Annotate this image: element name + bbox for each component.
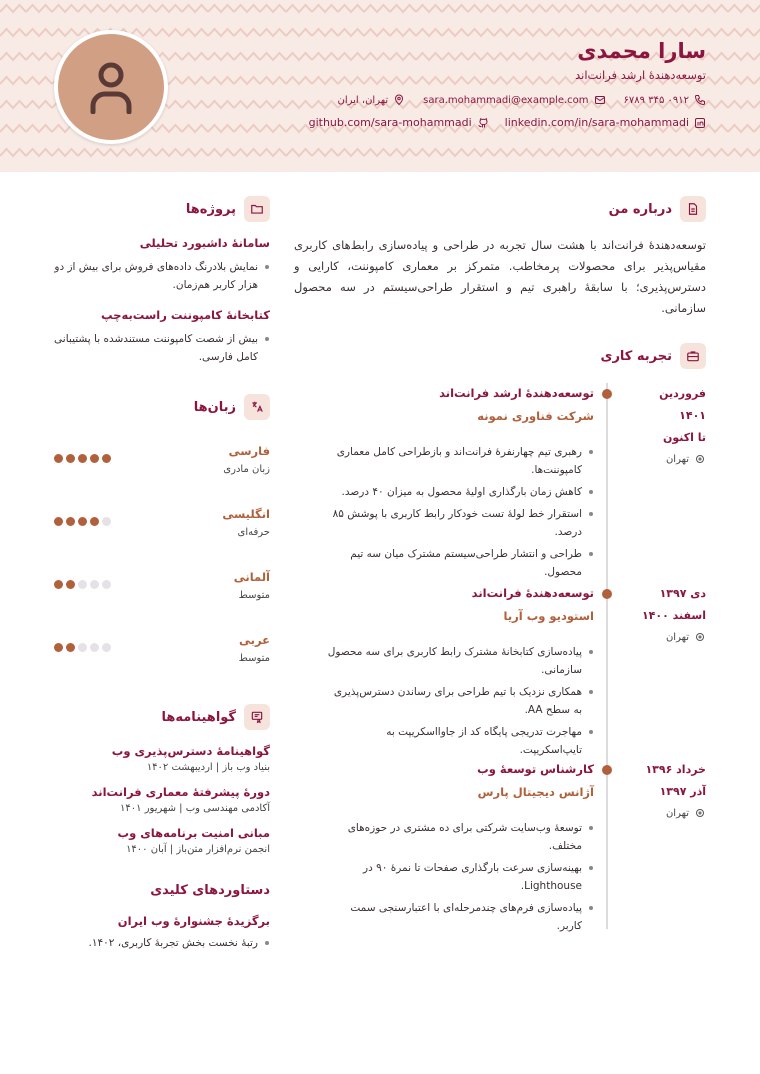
phone-icon — [694, 94, 706, 106]
rating-dot — [78, 454, 87, 463]
contact-phone[interactable] — [624, 94, 706, 106]
experience-section-head — [294, 343, 706, 369]
experience-dates — [630, 383, 706, 583]
about-section-head — [294, 196, 706, 222]
mail-icon — [594, 94, 606, 106]
language-rating — [54, 580, 111, 589]
linkedin-icon — [694, 117, 706, 129]
timeline-dot — [602, 589, 612, 599]
experience-company: آژانس دیجیتال پارس — [477, 785, 594, 799]
rating-dot — [54, 580, 63, 589]
experience-location-text: تهران — [665, 807, 689, 819]
certificate-title: مبانی امنیت برنامه‌های وب — [117, 826, 270, 840]
email-text: sara.mohammadi@example.com — [423, 94, 589, 106]
experience-end: تا اکنون — [662, 431, 706, 444]
person-name: سارا محمدی — [577, 39, 706, 63]
experience-location-text: تهران — [665, 453, 689, 465]
experience-start: دی ۱۳۹۷ — [659, 587, 706, 600]
experience-bullet: رهبری تیم چهارنفرهٔ فرانت‌اند و بازطراحی کامل معماری کامپوننت‌ها. — [324, 443, 594, 479]
rating-dot — [54, 517, 63, 526]
experience-bullet: پیاده‌سازی کتابخانهٔ مشترک رابط کاربری برای سه محصول سازمانی. — [324, 643, 594, 679]
certificate-item — [54, 824, 270, 855]
experience-entry — [294, 583, 706, 759]
language-level: زبان مادری — [223, 464, 270, 475]
experience-bullets — [324, 819, 594, 935]
github-icon — [477, 117, 489, 129]
experience-heading: تجربه کاری — [600, 348, 672, 364]
experience-body — [324, 583, 594, 759]
project-item — [54, 236, 270, 294]
crosshair-icon — [694, 453, 706, 465]
certificates-heading: گواهینامه‌ها — [161, 709, 236, 725]
contact-location — [337, 94, 405, 106]
languages-section-head — [54, 394, 270, 420]
experience-bullet: توسعهٔ وب‌سایت شرکتی برای ده مشتری در حوزه‌های مختلف. — [324, 819, 594, 855]
rating-dot — [102, 517, 111, 526]
experience-dates — [630, 759, 706, 929]
phone-text: ۰۹۱۲ ۳۴۵ ۶۷۸۹ — [623, 94, 689, 106]
crosshair-icon — [694, 807, 706, 819]
certificate-meta: انجمن نرم‌افزار متن‌باز | آبان ۱۴۰۰ — [126, 844, 270, 855]
language-name: آلمانی — [233, 570, 270, 584]
contact-github[interactable] — [309, 116, 489, 129]
language-name: انگلیسی — [222, 507, 270, 521]
rating-dot — [78, 580, 87, 589]
languages-list — [54, 442, 270, 664]
language-item — [54, 568, 270, 601]
language-level: حرفه‌ای — [237, 527, 270, 538]
rating-dot — [102, 643, 111, 652]
experience-bullet: همکاری نزدیک با تیم طراحی برای رساندن دسترس‌پذیری به سطح AA. — [324, 683, 594, 719]
timeline-dot — [602, 389, 612, 399]
experience-end: آذر ۱۳۹۷ — [659, 785, 706, 798]
projects-section-head — [54, 196, 270, 222]
rating-dot — [102, 580, 111, 589]
rating-dot — [78, 643, 87, 652]
rating-dot — [66, 454, 75, 463]
project-item — [54, 308, 270, 366]
language-level: متوسط — [238, 590, 270, 601]
experience-bullet: استقرار خط لولهٔ تست خودکار رابط کاربری با پوشش ۸۵ درصد. — [324, 505, 594, 541]
github-text: github.com/sara-mohammadi — [308, 116, 472, 129]
rating-dot — [54, 454, 63, 463]
experience-location — [630, 631, 706, 643]
about-heading: درباره من — [608, 201, 672, 217]
experience-bullet: پیاده‌سازی فرم‌های چندمرحله‌ای با اعتبارسنجی سمت کاربر. — [324, 899, 594, 935]
experience-bullets — [324, 643, 594, 759]
experience-bullets — [324, 443, 594, 581]
experience-dates — [630, 583, 706, 759]
experience-company: شرکت فناوری نمونه — [477, 409, 594, 423]
briefcase-icon — [680, 343, 706, 369]
language-name: فارسی — [228, 444, 270, 458]
achievements-heading: دستاوردهای کلیدی — [150, 883, 270, 898]
avatar — [54, 30, 168, 144]
rating-dot — [66, 517, 75, 526]
certificate-item — [54, 783, 270, 814]
location-pin-icon — [393, 94, 405, 106]
rating-dot — [90, 643, 99, 652]
main-column — [294, 196, 706, 932]
project-desc: نمایش بلادرنگ داده‌های فروش برای بیش از دو هزار کاربر هم‌زمان. — [54, 261, 258, 291]
experience-body — [324, 383, 594, 583]
certificate-meta: بنیاد وب باز | اردیبهشت ۱۴۰۲ — [146, 762, 270, 773]
side-column — [54, 196, 270, 952]
experience-start: فروردین ۱۴۰۱ — [659, 387, 706, 422]
project-desc: بیش از شصت کامپوننت مستندشده با پشتیبانی کامل فارسی. — [54, 333, 258, 363]
user-icon — [89, 60, 133, 114]
rating-dot — [90, 580, 99, 589]
certificate-item — [54, 742, 270, 773]
experience-role: توسعه‌دهندهٔ فرانت‌اند — [471, 586, 594, 600]
experience-start: خرداد ۱۳۹۶ — [645, 763, 706, 776]
experience-body — [324, 759, 594, 932]
certificate-title: گواهینامهٔ دسترس‌پذیری وب — [111, 744, 270, 758]
languages-heading: زبان‌ها — [193, 399, 236, 415]
about-text: توسعه‌دهندهٔ فرانت‌اند با هشت سال تجربه در طراحی و پیاده‌سازی رابط‌های کاربری مقیاس‌پذیر برای محصولات پرمخاطب. متمرکز بر معماری کامپوننت، کارایی و دسترس‌پذیری؛ با سابقهٔ راهبری تیم و استقرار طراحی‌سیستم در سه محصول سازمانی. — [294, 238, 706, 315]
experience-company: استودیو وب آریا — [503, 609, 594, 623]
folder-icon — [244, 196, 270, 222]
language-name: عربی — [239, 633, 270, 647]
experience-entry — [294, 383, 706, 583]
crosshair-icon — [694, 631, 706, 643]
rating-dot — [66, 580, 75, 589]
achievement-title: برگزیدهٔ جشنوارهٔ وب ایران — [117, 914, 270, 928]
language-rating — [54, 517, 111, 526]
experience-entry — [294, 759, 706, 932]
certificate-title: دورهٔ پیشرفتهٔ معماری فرانت‌اند — [91, 785, 270, 799]
contact-linkedin[interactable] — [505, 116, 706, 129]
language-rating — [54, 643, 111, 652]
location-text: تهران، ایران — [337, 94, 389, 106]
project-title: سامانهٔ داشبورد تحلیلی — [139, 236, 270, 250]
projects-heading: پروژه‌ها — [185, 201, 236, 217]
language-item — [54, 631, 270, 664]
experience-bullet: کاهش زمان بارگذاری اولیهٔ محصول به میزان ۴۰ درصد. — [324, 483, 594, 501]
experience-bullet: طراحی و انتشار طراحی‌سیستم مشترک میان سه تیم محصول. — [324, 545, 594, 581]
rating-dot — [102, 454, 111, 463]
certificate-meta: آکادمی مهندسی وب | شهریور ۱۴۰۱ — [120, 803, 270, 814]
experience-role: توسعه‌دهندهٔ ارشد فرانت‌اند — [439, 386, 594, 400]
person-title: توسعه‌دهندهٔ ارشد فرانت‌اند — [575, 68, 706, 82]
language-level: متوسط — [238, 653, 270, 664]
experience-list — [294, 383, 706, 932]
resume-header — [0, 0, 760, 172]
language-item — [54, 505, 270, 538]
achievement-desc: رتبهٔ نخست بخش تجربهٔ کاربری، ۱۴۰۲. — [88, 937, 258, 949]
experience-bullet: مهاجرت تدریجی پایگاه کد از جاوااسکریپت به تایپ‌اسکریپت. — [324, 723, 594, 759]
timeline-dot — [602, 765, 612, 775]
experience-end: اسفند ۱۴۰۰ — [641, 609, 706, 622]
rating-dot — [66, 643, 75, 652]
contact-email[interactable] — [423, 94, 605, 106]
experience-location-text: تهران — [665, 631, 689, 643]
rating-dot — [90, 454, 99, 463]
experience-bullet: بهینه‌سازی سرعت بارگذاری صفحات تا نمرهٔ ۹۰ در Lighthouse. — [324, 859, 594, 895]
certificates-section-head — [54, 704, 270, 730]
language-item — [54, 442, 270, 475]
rating-dot — [90, 517, 99, 526]
experience-location — [630, 807, 706, 819]
experience-location — [630, 453, 706, 465]
achievement-item — [54, 912, 270, 952]
experience-role: کارشناس توسعهٔ وب — [477, 762, 594, 776]
rating-dot — [78, 517, 87, 526]
rating-dot — [54, 643, 63, 652]
project-title: کتابخانهٔ کامپوننت راست‌به‌چپ — [101, 308, 270, 322]
certificate-icon — [244, 704, 270, 730]
translate-icon — [244, 394, 270, 420]
language-rating — [54, 454, 111, 463]
linkedin-text: linkedin.com/in/sara-mohammadi — [504, 116, 689, 129]
document-icon — [680, 196, 706, 222]
